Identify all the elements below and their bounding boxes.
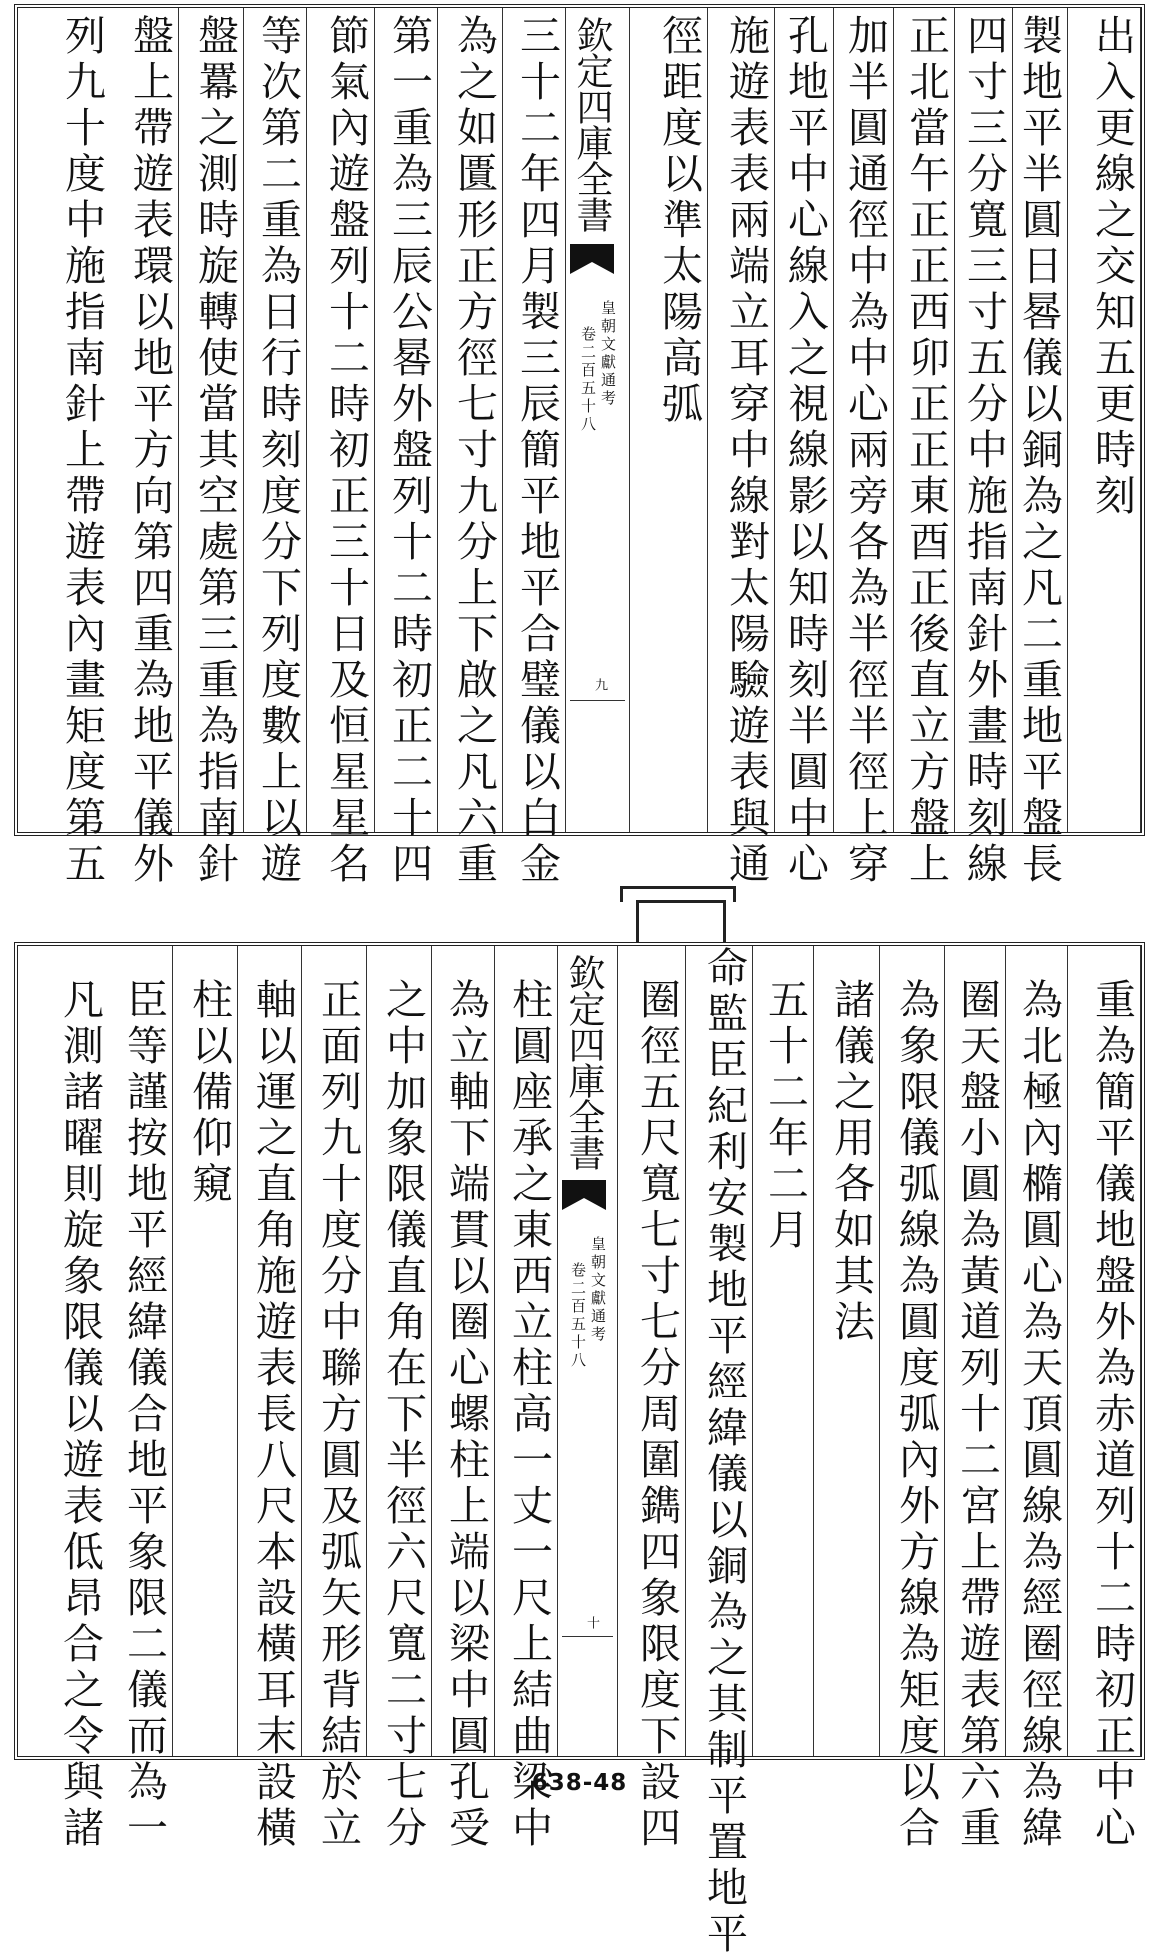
column-text: 正北當午正正西卯正正東酉正後直立方盤上 [902, 14, 950, 888]
text-column [708, 8, 775, 888]
column-text: 三十二年四月製三辰簡平地平合璧儀以白金 [513, 14, 561, 888]
text-column [880, 946, 945, 1852]
text-column [945, 946, 1006, 1852]
column-text: 圈天盤小圓為黃道列十二宮上帶遊表第六重 [953, 978, 1001, 1852]
volume-number: 卷二百五十八 [569, 1262, 587, 1370]
page-code: 638-48 [531, 1770, 628, 1796]
text-column [110, 8, 179, 888]
column-text: 軸以運之直角施遊表長八尺本設橫耳末設橫 [249, 978, 297, 1852]
column-text: 為立軸下端貫以圈心螺柱上端以梁中圓孔受 [442, 978, 490, 1852]
column-text: 五十二年二月 [761, 978, 809, 1254]
column-text: 孔地平中心線入之視線影以知時刻半圓中心 [781, 14, 829, 888]
column-text: 命監臣紀利安製地平經緯儀以銅為之其制平置地平 [700, 946, 748, 1958]
book-title: 欽定四庫全書 [570, 16, 613, 232]
text-column [432, 946, 495, 1852]
text-column [630, 8, 708, 832]
text-column [1068, 946, 1141, 1852]
volume-number: 卷二百五十八 [579, 326, 597, 434]
fish-tail-mark-icon [570, 244, 614, 274]
text-column [834, 8, 894, 888]
page-number: 十 [584, 1616, 599, 1629]
source-title: 皇朝文獻通考 [589, 1236, 607, 1344]
text-column [18, 8, 110, 888]
column-text: 等次第二重為日行時刻度分下列度數上以遊 [254, 14, 302, 888]
column-text: 徑距度以準太陽高弧 [655, 14, 703, 428]
column-text: 柱圓座承之東西立柱高一丈一尺上結曲梁中 [505, 978, 553, 1852]
column-text: 之中加象限儀直角在下半徑六尺寬二寸七分 [379, 978, 427, 1852]
text-column [495, 946, 558, 1852]
column-text: 盤羃之測時旋轉使當其空處第三重為指南針 [191, 14, 239, 888]
text-column [894, 8, 955, 888]
column-text: 凡測諸曜則旋象限儀以遊表低昂合之令與諸 [56, 978, 104, 1852]
column-text: 加半圓通徑中為中心兩旁各為半徑半徑上穿 [841, 14, 889, 888]
text-column [238, 946, 302, 1852]
column-text: 為之如匱形正方徑七寸九分上下啟之凡六重 [450, 14, 498, 888]
column-text: 出入更線之交知五更時刻 [1088, 14, 1136, 520]
text-column [1068, 8, 1141, 832]
text-column [173, 946, 238, 1756]
column-text: 列九十度中施指南針上帶遊表內畫矩度第五 [58, 14, 106, 888]
text-column [618, 946, 686, 1852]
text-column [503, 8, 566, 888]
text-column [814, 946, 880, 1756]
divider [562, 1636, 613, 1637]
center-margin-column [558, 946, 618, 1756]
column-text: 正面列九十度分中聯方圓及弧矢形背結於立 [314, 978, 362, 1852]
text-column [1006, 946, 1068, 1852]
top-page [14, 4, 1145, 888]
text-column [302, 946, 367, 1852]
column-text: 第一重為三辰公晷外盤列十二時初正二十四 [385, 14, 433, 888]
text-column [375, 8, 438, 888]
center-margin-column [566, 8, 630, 832]
column-text: 重為簡平儀地盤外為赤道列十二時初正中心 [1088, 978, 1136, 1852]
page-number: 九 [592, 678, 607, 691]
source-title: 皇朝文獻通考 [599, 300, 617, 408]
column-text: 施遊表表兩端立耳穿中線對太陽驗遊表與通 [722, 14, 770, 888]
text-column [775, 8, 834, 888]
text-column [955, 8, 1013, 888]
column-text: 諸儀之用各如其法 [827, 978, 875, 1346]
text-column [18, 946, 108, 1852]
column-text: 四寸三分寬三寸五分中施指南針外畫時刻線 [960, 14, 1008, 888]
text-column [244, 8, 307, 888]
column-text: 臣等謹按地平經緯儀合地平象限二儀而為一 [120, 978, 168, 1852]
column-text: 圈徑五尺寬七寸七分周圍鐫四象限度下設四 [633, 978, 681, 1852]
divider [570, 700, 625, 701]
column-text: 節氣內遊盤列十二時初正三十日及恒星星名 [322, 14, 370, 888]
text-column [1013, 8, 1068, 888]
text-column [686, 946, 753, 1958]
text-column [179, 8, 244, 888]
raised-tab-frame [620, 886, 736, 902]
column-text: 製地平半圓日晷儀以銅為之凡二重地平盤長 [1015, 14, 1063, 888]
text-column [367, 946, 432, 1852]
text-column [108, 946, 173, 1852]
column-text: 盤上帶遊表環以地平方向第四重為地平儀外 [126, 14, 174, 888]
text-column [753, 946, 814, 1756]
column-text: 柱以備仰窺 [185, 978, 233, 1208]
text-column [307, 8, 375, 888]
book-title: 欽定四庫全書 [562, 954, 605, 1170]
column-text: 為象限儀弧線為圓度弧內外方線為矩度以合 [892, 978, 940, 1852]
fish-tail-mark-icon [562, 1180, 606, 1210]
column-text: 為北極內橢圓心為天頂圓線為經圈徑線為緯 [1015, 978, 1063, 1852]
text-column [438, 8, 503, 888]
